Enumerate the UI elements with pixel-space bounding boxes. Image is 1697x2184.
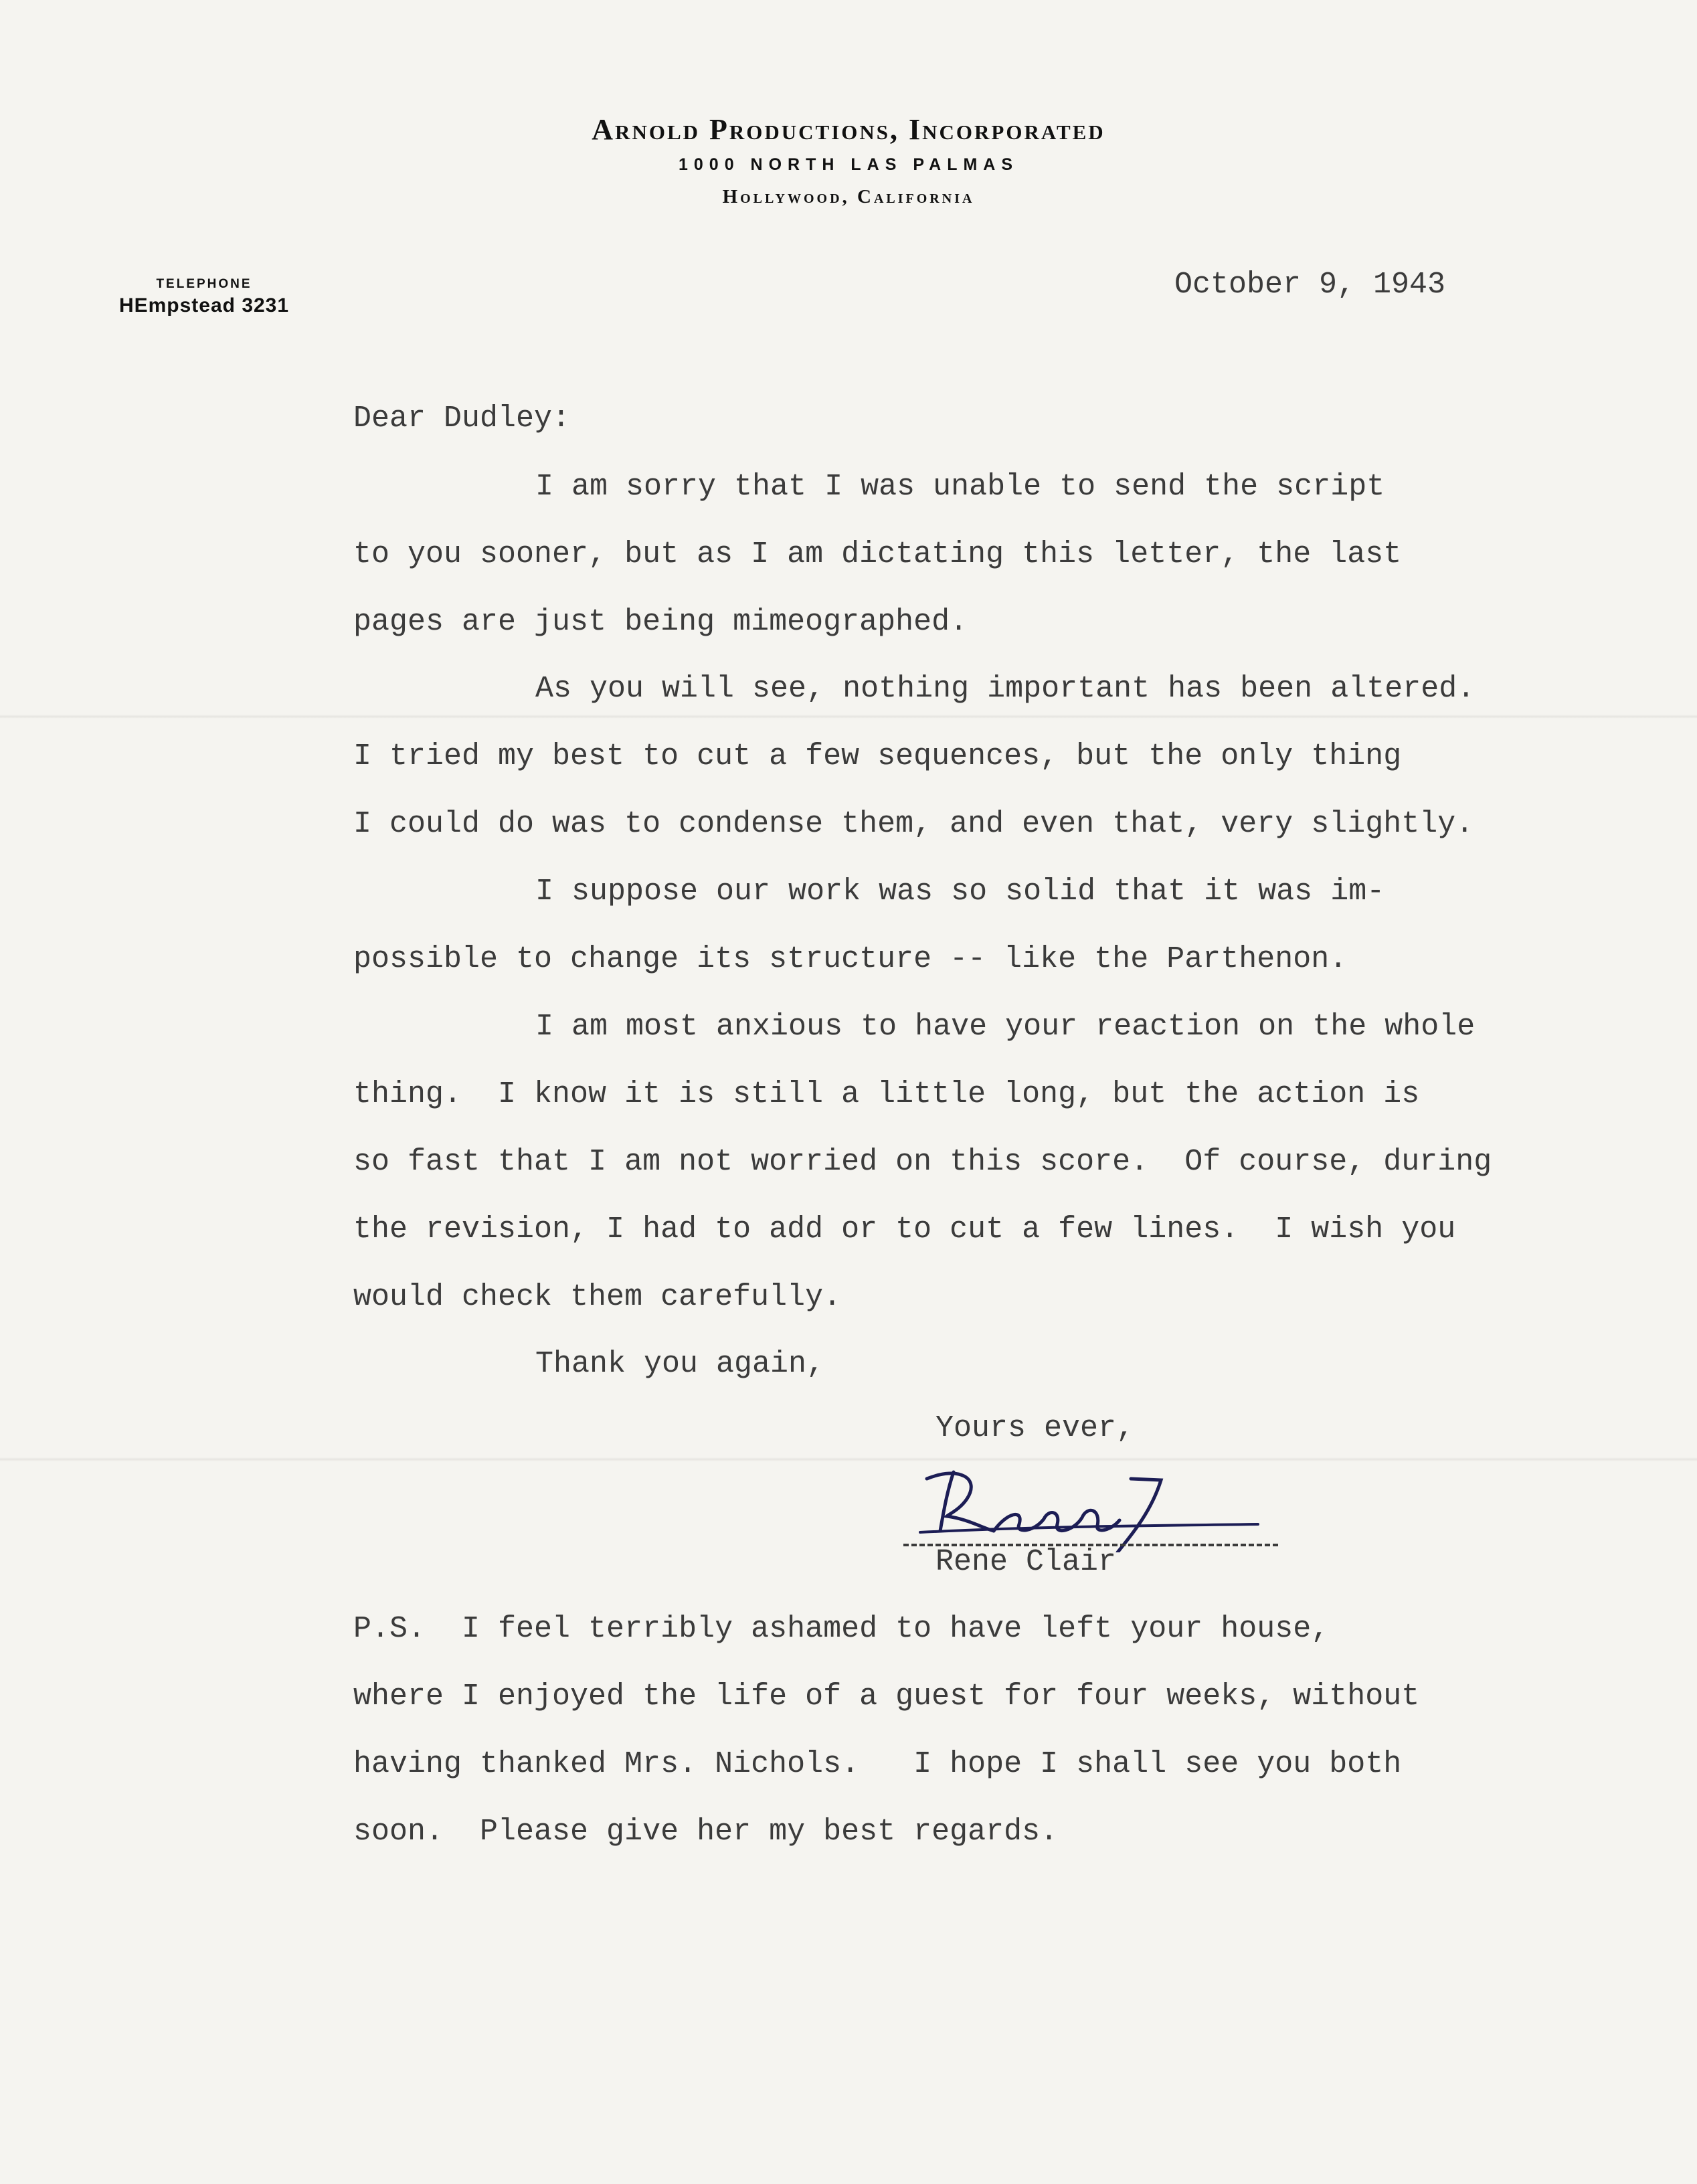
postscript-line: P.S. I feel terribly ashamed to have left your house, — [353, 1612, 1330, 1646]
body-line: I am sorry that I was unable to send the script — [535, 470, 1385, 504]
body-line: I could do was to condense them, and even that, very slightly. — [353, 807, 1474, 841]
body-line: would check them carefully. — [353, 1280, 842, 1314]
postscript-line: where I enjoyed the life of a guest for four weeks, without — [353, 1679, 1420, 1714]
letter-date: October 9, 1943 — [1174, 268, 1446, 302]
letterhead-city: Hollywood, California — [722, 186, 975, 207]
body-line: thing. I know it is still a little long, but the action is — [353, 1077, 1420, 1111]
signature-name: Rene Clair — [935, 1545, 1117, 1579]
body-line: so fast that I am not worried on this score. Of course, during — [353, 1145, 1492, 1179]
letterhead-company: Arnold Productions, Incorporated — [592, 113, 1105, 146]
body-line: I tried my best to cut a few sequences, but the only thing — [353, 739, 1402, 774]
letterhead-address: 1000 NORTH LAS PALMAS — [678, 155, 1019, 174]
paper-fold — [0, 1457, 1697, 1461]
closing: Yours ever, — [935, 1411, 1135, 1445]
body-line: to you sooner, but as I am dictating this letter, the last — [353, 537, 1402, 571]
handwritten-signature — [907, 1452, 1268, 1552]
paper-fold — [0, 715, 1697, 719]
salutation: Dear Dudley: — [353, 401, 571, 436]
telephone-number: HEmpstead 3231 — [118, 294, 290, 316]
body-line: As you will see, nothing important has been altered. — [535, 672, 1476, 706]
postscript-line: having thanked Mrs. Nichols. I hope I shall see you both — [353, 1747, 1402, 1781]
postscript-line: soon. Please give her my best regards. — [353, 1815, 1059, 1849]
body-line: pages are just being mimeographed. — [353, 605, 968, 639]
body-line: the revision, I had to add or to cut a few lines. I wish you — [353, 1212, 1456, 1247]
body-line: Thank you again, — [535, 1347, 825, 1381]
body-line: I am most anxious to have your reaction on the whole — [535, 1010, 1476, 1044]
body-line: possible to change its structure -- like the Parthenon. — [353, 942, 1348, 976]
telephone-label: TELEPHONE — [156, 277, 252, 291]
body-line: I suppose our work was so solid that it was im- — [535, 875, 1385, 909]
